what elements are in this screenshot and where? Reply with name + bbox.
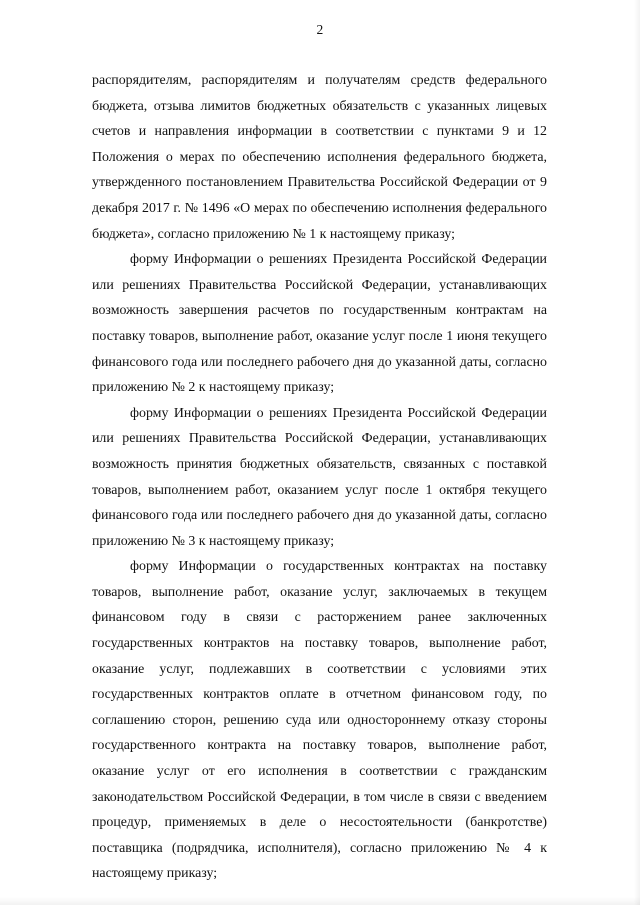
document-body: [92, 68, 547, 887]
page-number: 2: [316, 22, 324, 37]
paragraph: распорядителям, распорядителям и получателям средств федерального бюджета, отзыва лимитов бюджетных обязательств с указанных лицевых счетов и направления информации в соответствии с пунктами 9 и 12 Положения о мерах по обеспечению исполнения федерального бюджета, утвержденного постановлением Правительства Российской Федерации от 9 декабря 2017 г. № 1496 «О мерах по обеспечению исполнения федерального бюджета», согласно приложению № 1 к настоящему приказу;: [92, 73, 547, 242]
paragraph: форму Информации о решениях Президента Российской Федерации или решениях Правительства Российской Федерации, устанавливающих возможность завершения расчетов по государственным контрактам на поставку товаров, выполнение работ, оказание услуг после 1 июня текущего финансового года или последнего рабочего дня до указанной даты, согласно приложению № 2 к настоящему приказу;: [92, 252, 547, 396]
paragraph: форму Информации о государственных контрактах на поставку товаров, выполнение работ, оказание услуг, заключаемых в текущем финансовом году в связи с расторжением ранее заключенных государственных контрактов на поставку товаров, выполнение работ, оказание услуг, подлежавших в соответствии с условиями этих государственных контрактов оплате в отчетном финансовом году, по соглашению сторон, решению суда или одностороннему отказу стороны государственного контракта на поставку товаров, выполнение работ, оказание услуг от его исполнения в соответствии с гражданским законодательством Российской Федерации, в том числе в связи с введением процедур, применяемых в деле о несостоятельности (банкротстве) поставщика (подрядчика, исполнителя), согласно приложению № 4 к настоящему приказу;: [92, 559, 547, 882]
page-edge-shading-bottom: [0, 897, 640, 905]
page-edge-shading-right: [634, 0, 640, 905]
paragraph: форму Информации о решениях Президента Российской Федерации или решениях Правительства Российской Федерации, устанавливающих возможность принятия бюджетных обязательств, связанных с поставкой товаров, выполнением работ, оказанием услуг после 1 октября текущего финансового года или последнего рабочего дня до указанной даты, согласно приложению № 3 к настоящему приказу;: [92, 405, 547, 549]
